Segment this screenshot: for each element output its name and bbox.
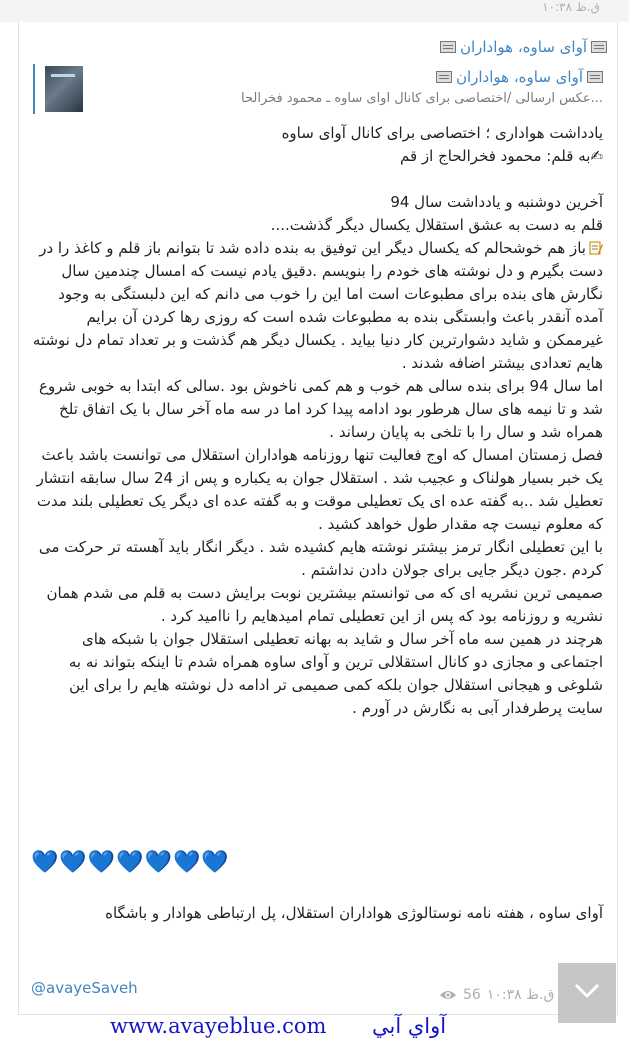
message-line: یادداشت هواداری ؛ اختصاصی برای کانال آوای ساوه [281, 124, 603, 142]
newspaper-icon [440, 41, 456, 53]
channel-description: آوای ساوه ، هفته نامه نوستالوژی هواداران استقلال، پل ارتباطی هوادار و باشگاه [105, 904, 603, 922]
message-paragraph: با این تعطیلی انگار ترمز بیشتر نوشته هایم کشیده شد . دیگر انگار باید آهسته تر حرکت می کردم .جون دیگر جایی برای جولان دادن نداشتم . [38, 538, 603, 579]
newspaper-icon [587, 71, 603, 83]
previous-message-time: ق.ظ ۱۰:۳۸ [542, 0, 600, 14]
chevron-down-icon [574, 983, 600, 999]
message-line: ✍به قلم: محمود فخرالحاج از قم [400, 147, 603, 165]
channel-name[interactable]: آوای ساوه، هواداران [459, 38, 587, 56]
message-text [31, 122, 603, 867]
memo-pencil-icon [589, 241, 603, 255]
blue-hearts: 💙💙💙💙💙💙💙 [31, 850, 230, 875]
message-time: ق.ظ ۱۰:۳۸ [486, 987, 555, 1003]
message-line: قلم به دست به عشق استقلال یکسال دیگر گذشت.... [270, 216, 603, 234]
reply-title-row [436, 66, 603, 88]
newspaper-icon [436, 71, 452, 83]
reply-text: ...عکس ارسالی /اختصاصی برای کانال آوای ساوه ـ محمود فخرالحا [241, 91, 603, 106]
channel-signature-link[interactable]: @avayeSaveh [31, 979, 138, 997]
reply-thumbnail[interactable] [45, 66, 83, 112]
message-paragraph: باز هم خوشحالم که یکسال دیگر این توفیق به بنده داده شد تا بتوانم باز قلم و کاغذ را در دست بگیرم و دل نوشته های خودم را بنویسم .دقیق یادم نیست که امسال چندمین سال نگارش های بنده برای مطبوعات است اما این را خوب می دانم که این دلبستگی به وجود آمده آنقدر باعث وابستگی بنده به مطبوعات شده است که روزی رها کردن آن برایم غیرممکن و شاید دشوارترین کار دنیا بیاید . یکسال دیگر هم گذشت و بر تعداد تمام دل نوشته هایم تعدادی بیشتر اضافه شدند . [32, 239, 603, 372]
newspaper-icon [591, 41, 607, 53]
eye-icon [439, 989, 457, 1001]
channel-name-header[interactable] [440, 36, 607, 58]
view-count: 56 [463, 987, 481, 1003]
top-strip [0, 0, 629, 22]
message-line: آخرین دوشنبه و یادداشت سال 94 [390, 193, 603, 211]
watermark-url[interactable]: www.avayeblue.com [110, 1014, 327, 1038]
message-paragraph: صمیمی ترین نشریه ای که می توانستم بیشترین نوبت برایش دست به قلم می شدم همان نشریه و روزنامه بود که پس از این تعطیلی تمام امیدهایم را ناامید کرد . [46, 584, 603, 625]
watermark-label: آواي آبي [372, 1014, 447, 1038]
message-meta [439, 986, 554, 1004]
blank-line [31, 168, 603, 191]
message-paragraph: اما سال 94 برای بنده سالی هم خوب و هم کمی ناخوش بود .سالی که ابتدا به خوبی شروع شد و تا نیمه های سال هرطور بود ادامه پیدا کرد اما در سه ماه آخر سال با یک اتفاق تلخ همراه شد و سال را با تلخی به پایان رساند . [39, 377, 603, 441]
share-button[interactable] [558, 963, 616, 1023]
message-paragraph: فصل زمستان امسال که اوج فعالیت تنها روزنامه هواداران استقلال می توانست باشد باعث یک خبر بسیار هولناک و عجیب شد . استقلال جوان به یکباره و پس از 24 سال سابقه انتشار تعطیل شد ..به گفته عده ای یک تعطیلی موقت و به گفته عده ای دیگر یک تعطیلی بلند مدت که معلوم نیست چه مقدار طول خواهد کشید . [36, 446, 603, 533]
message-paragraph: هرچند در همین سه ماه آخر سال و شاید به بهانه تعطیلی استقلال جوان با شبکه های اجتماعی و مجازی دو کانال استقلالی ترین و آوای ساوه همراه شدم تا اینکه بتواند نه به شلوغی و هیجانی استقلال جوان بلکه کمی صمیمی تر ادامه دل نوشته هایم را برای این سایت پرطرفدار آبی به نگارش در آورم . [68, 630, 603, 717]
reply-title: آوای ساوه، هواداران [455, 68, 583, 86]
message-bubble [18, 22, 618, 1015]
reply-preview[interactable] [33, 64, 603, 114]
